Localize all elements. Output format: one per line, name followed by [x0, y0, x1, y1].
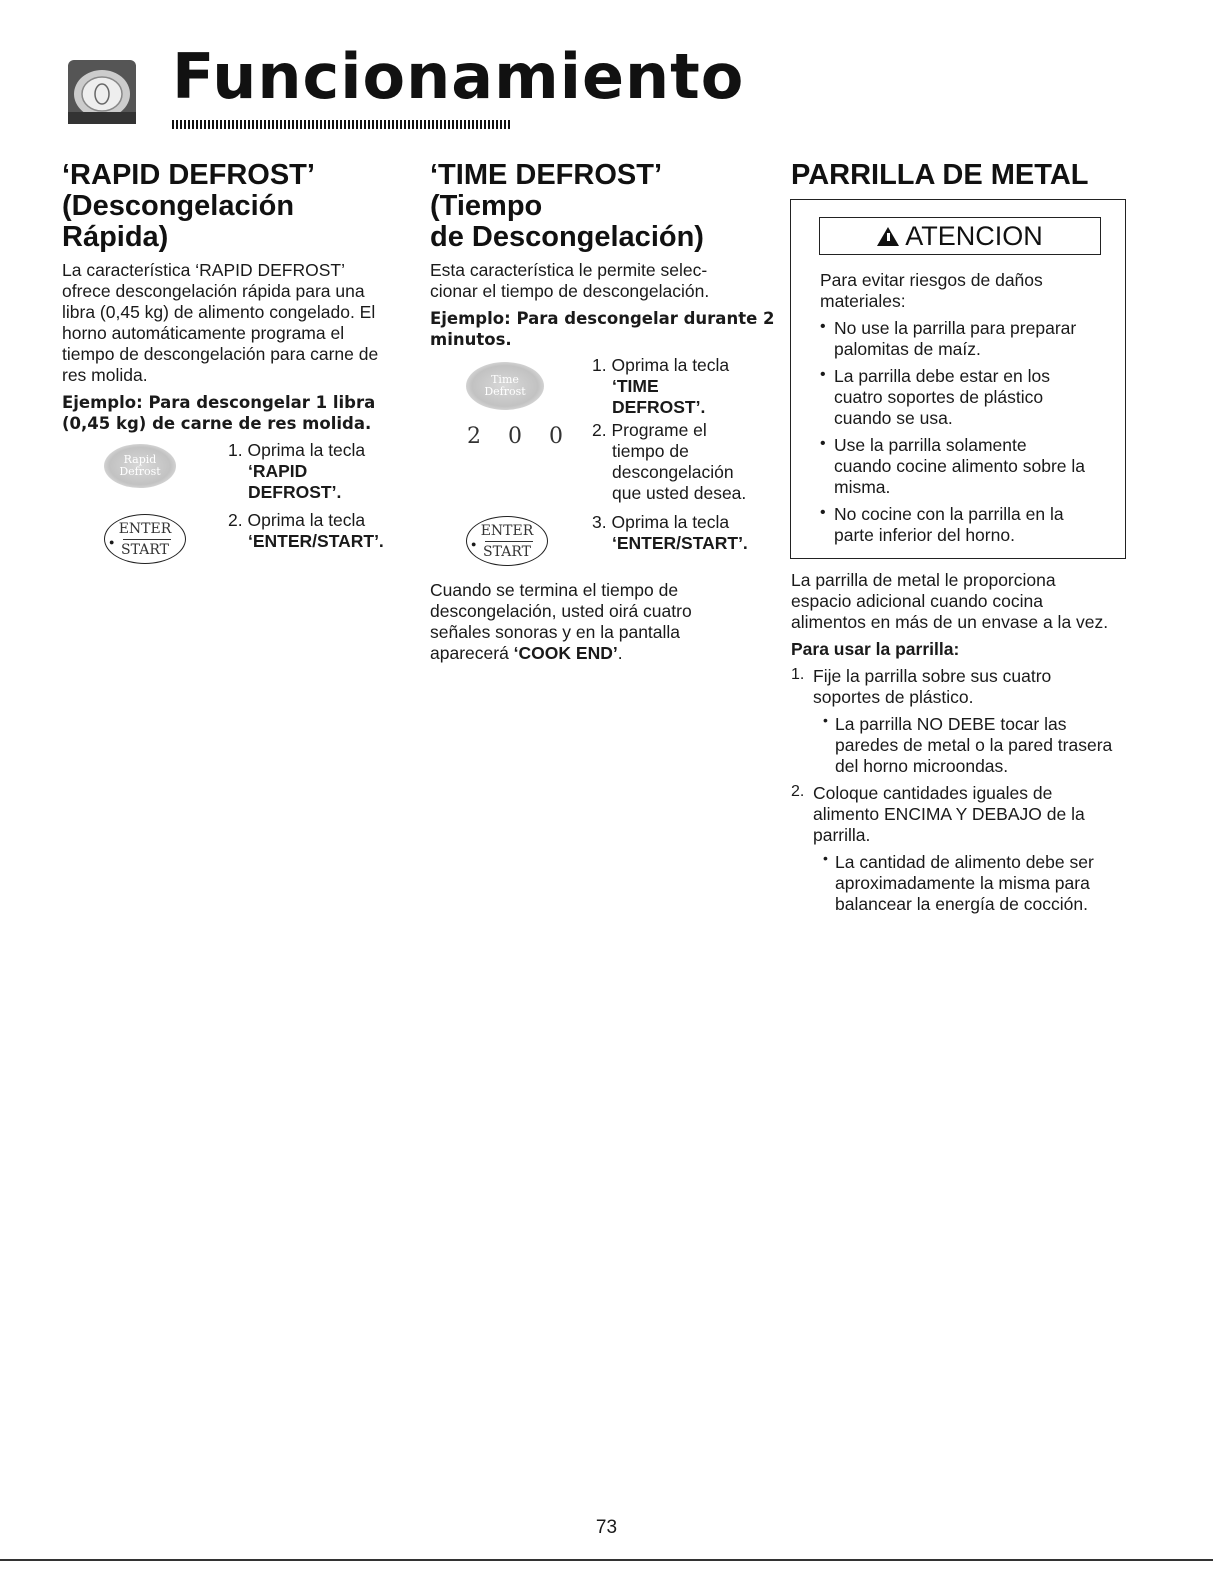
caution-bullet: • La parrilla debe estar en los cuatro soportes de plástico cuando se usa.: [820, 366, 1110, 429]
caution-title: ATENCION: [819, 217, 1101, 255]
time-defrost-steps: [430, 350, 775, 580]
rack-step-1-note: • La parrilla NO DEBE tocar las paredes de metal o la pared trasera del horno microondas.: [791, 714, 1131, 777]
caution-bullet: • No use la parrilla para preparar palomitas de maíz.: [820, 318, 1110, 360]
rapid-step-2: 2. Oprima la tecla ‘ENTER/START’.: [228, 510, 384, 551]
caution-body: Para evitar riesgos de daños materiales: • No use la parrilla para preparar palomitas de maíz. • La parrilla debe estar en los cuatro soportes de plástico cuando se usa. • Use la parrilla solamente cuando cocine alimento sobre la misma. • No cocine con la parrilla en la parte inferior del horno.: [820, 270, 1110, 546]
rack-step-2: 2. Coloque cantidades iguales de alimento ENCIMA Y DEBAJO de la parrilla.: [791, 783, 1085, 845]
time-digits-display: 2 0 0: [467, 424, 573, 449]
title-underline: [172, 120, 512, 129]
enter-start-key[interactable]: ENTER ● START: [104, 514, 186, 564]
dot-icon: ●: [471, 539, 477, 549]
metal-rack-heading: PARRILLA DE METAL: [791, 159, 1089, 191]
time-defrost-closing: Cuando se termina el tiempo de descongelación, usted oirá cuatro señales sonoras y en la pantalla aparecerá ‘COOK END’.: [430, 580, 692, 663]
bottom-rule: [0, 1559, 1213, 1561]
rapid-defrost-section: [62, 160, 402, 564]
use-rack-heading: Para usar la parrilla:: [791, 639, 960, 659]
warning-triangle-icon: [877, 227, 899, 246]
time-defrost-key[interactable]: Time Defrost: [466, 362, 544, 410]
rack-step-2-note: • La cantidad de alimento debe ser aproximadamente la misma para balancear la energía de cocción.: [791, 852, 1131, 915]
time-defrost-example: Ejemplo: Para descongelar durante 2 minutos.: [430, 309, 775, 349]
dot-icon: ●: [109, 537, 115, 547]
metal-rack-section: [791, 160, 1131, 191]
rapid-defrost-heading: ‘RAPID DEFROST’ (Descongelación Rápida): [62, 159, 315, 253]
time-defrost-description: Esta característica le permite selec- cionar el tiempo de descongelación.: [430, 260, 710, 301]
time-step-1: 1. Oprima la tecla ‘TIME DEFROST’.: [592, 355, 730, 417]
rack-step-1: 1. Fije la parrilla sobre sus cuatro soportes de plástico.: [791, 666, 1052, 707]
rapid-step-1: 1. Oprima la tecla ‘RAPID DEFROST’.: [228, 440, 366, 502]
rapid-defrost-key[interactable]: Rapid Defrost: [104, 444, 176, 488]
rapid-defrost-example: Ejemplo: Para descongelar 1 libra (0,45 kg) de carne de res molida.: [62, 393, 376, 433]
rapid-defrost-description: La característica ‘RAPID DEFROST’ ofrece descongelación rápida para una libra (0,45 kg) de alimento congelado. El horno automáticamente programa el tiempo de descongelación para carne de res molida.: [62, 260, 379, 385]
time-defrost-heading: ‘TIME DEFROST’ (Tiempo de Descongelación): [430, 159, 704, 253]
caution-box: [790, 199, 1126, 559]
caution-bullet: • Use la parrilla solamente cuando cocine alimento sobre la misma.: [820, 435, 1110, 498]
time-step-2: 2. Programe el tiempo de descongelación que usted desea.: [592, 420, 747, 503]
page-title: Funcionamiento: [172, 40, 745, 113]
time-defrost-section: [430, 160, 775, 664]
microwave-plate-icon: [66, 56, 138, 128]
time-step-3: 3. Oprima la tecla ‘ENTER/START’.: [592, 512, 748, 553]
page-number: 73: [595, 1517, 618, 1538]
metal-rack-instructions: La parrilla de metal le proporciona espacio adicional cuando cocina alimentos en más de un envase a la vez. Para usar la parrilla: 1. Fije la parrilla sobre sus cuatro soportes de plástico. • La parrilla NO DEBE tocar las paredes de metal o la pared trasera del horno microondas. 2. Coloque cantidades iguales de alimento ENCIMA Y DEBAJO de la parrilla. • La cantidad de alimento debe ser aproximadamente la misma para balancear la energía de cocción.: [791, 570, 1131, 915]
caution-bullet: • No cocine con la parrilla en la parte inferior del horno.: [820, 504, 1110, 546]
rapid-defrost-steps: [62, 434, 402, 564]
enter-start-key[interactable]: ENTER ● START: [466, 516, 548, 566]
